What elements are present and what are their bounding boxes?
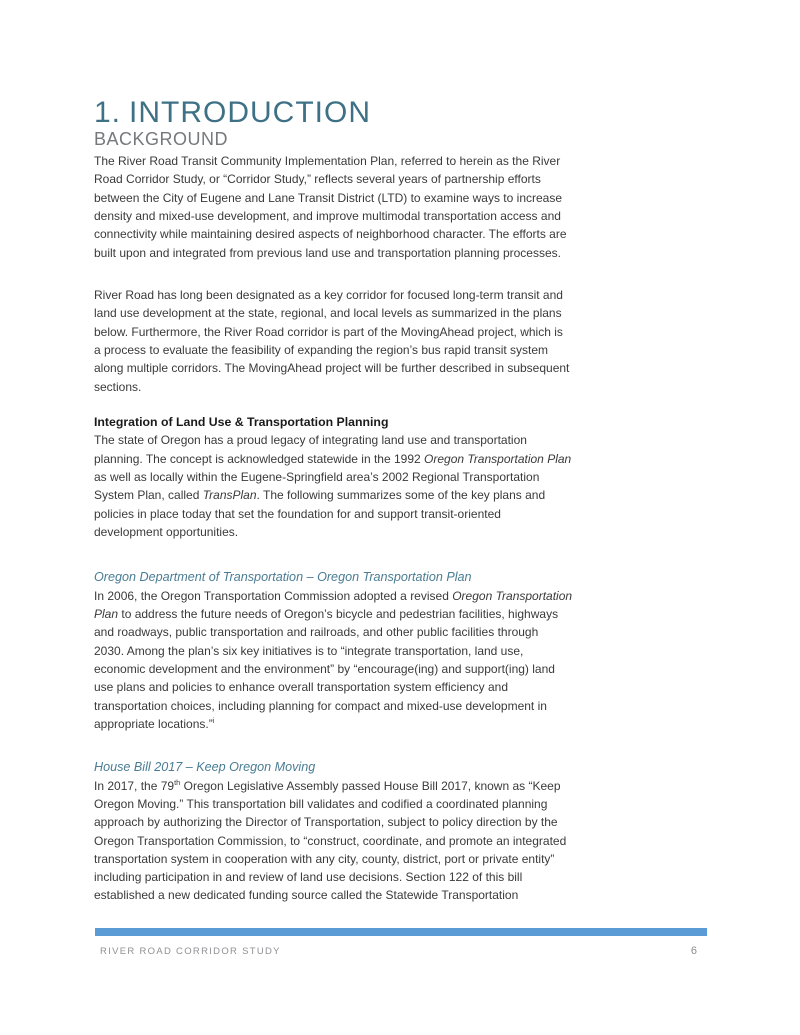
footer-rule-bar (95, 928, 707, 936)
footer-document-title: RIVER ROAD CORRIDOR STUDY (100, 946, 281, 957)
subsection-heading-background: BACKGROUND (94, 129, 229, 149)
paragraph-odot: In 2006, the Oregon Transportation Commission adopted a revised Oregon Transportation Plan to address the future needs of Oregon’s bicycle and pedestrian facilities, highways and roadways, public transportation and railroads, and other public facilities through 2030. Among the plan’s six key initiatives is to “integrate transportation, land use, economic development and the environment” by “encourage(ing) and support(ing) land use plans and policies to enhance overall transportation system efficiency and transportation choices, including planning for compact and mixed-use development in appropriate locations.”$^i$ (94, 588, 573, 731)
paragraph-overview-1: The River Road Transit Community Implementation Plan, referred to herein as the River Road Corridor Study, or “Corridor Study,” reflects several years of partnership efforts between the City of Eugene and Lane Transit District (LTD) to examine ways to increase density and mixed-use development, and improve multimodal transportation access and connectivity while maintaining desired aspects of neighborhood character. The efforts are built upon and integrated from previous land use and transportation planning processes. (94, 154, 567, 260)
heading-integration-land-use: Integration of Land Use & Transportation Planning (94, 414, 389, 429)
section-number: 1. (94, 96, 122, 129)
document-page-content (94, 97, 716, 905)
paragraph-overview-2: River Road has long been designated as a key corridor for focused long-term transit and land use development at the state, regional, and local levels as summarized in the plans below. Furthermore, the River Road corridor is part of the MovingAhead project, which is a process to evaluate the feasibility of expanding the region’s bus rapid transit system along multiple corridors. The MovingAhead project will be further described in subsequent sections. (94, 287, 570, 394)
section-title: INTRODUCTION (129, 96, 371, 129)
page-title (94, 97, 716, 129)
page-footer (95, 945, 707, 957)
footer-page-number: 6 (690, 945, 697, 957)
heading-house-bill-2017: House Bill 2017 – Keep Oregon Moving (94, 760, 316, 775)
paragraph-house-bill: In 2017, the 79th Oregon Legislative Assembly passed House Bill 2017, known as “Keep Oregon Moving.” This transportation bill validates and codified a coordinated planning approach by authorizing the Director of Transportation, subject to policy direction by the Oregon Transportation Commission, to “construct, coordinate, and promote an integrated transportation system in cooperation with any city, county, district, port or private entity” including participation in and review of land use decisions. Section 122 of this bill established a new dedicated funding source called the Statewide Transportation (94, 777, 567, 903)
heading-odot-plan: Oregon Department of Transportation – Oregon Transportation Plan (94, 570, 472, 585)
paragraph-integration: The state of Oregon has a proud legacy of integrating land use and transportation planning. The concept is acknowledged statewide in the 1992 Oregon Transportation Plan as well as locally within the Eugene-Springfield area’s 2002 Regional Transportation System Plan, called TransPlan. The following summarizes some of the key plans and policies in place today that set the foundation for and support transit-oriented development opportunities. (94, 433, 572, 539)
